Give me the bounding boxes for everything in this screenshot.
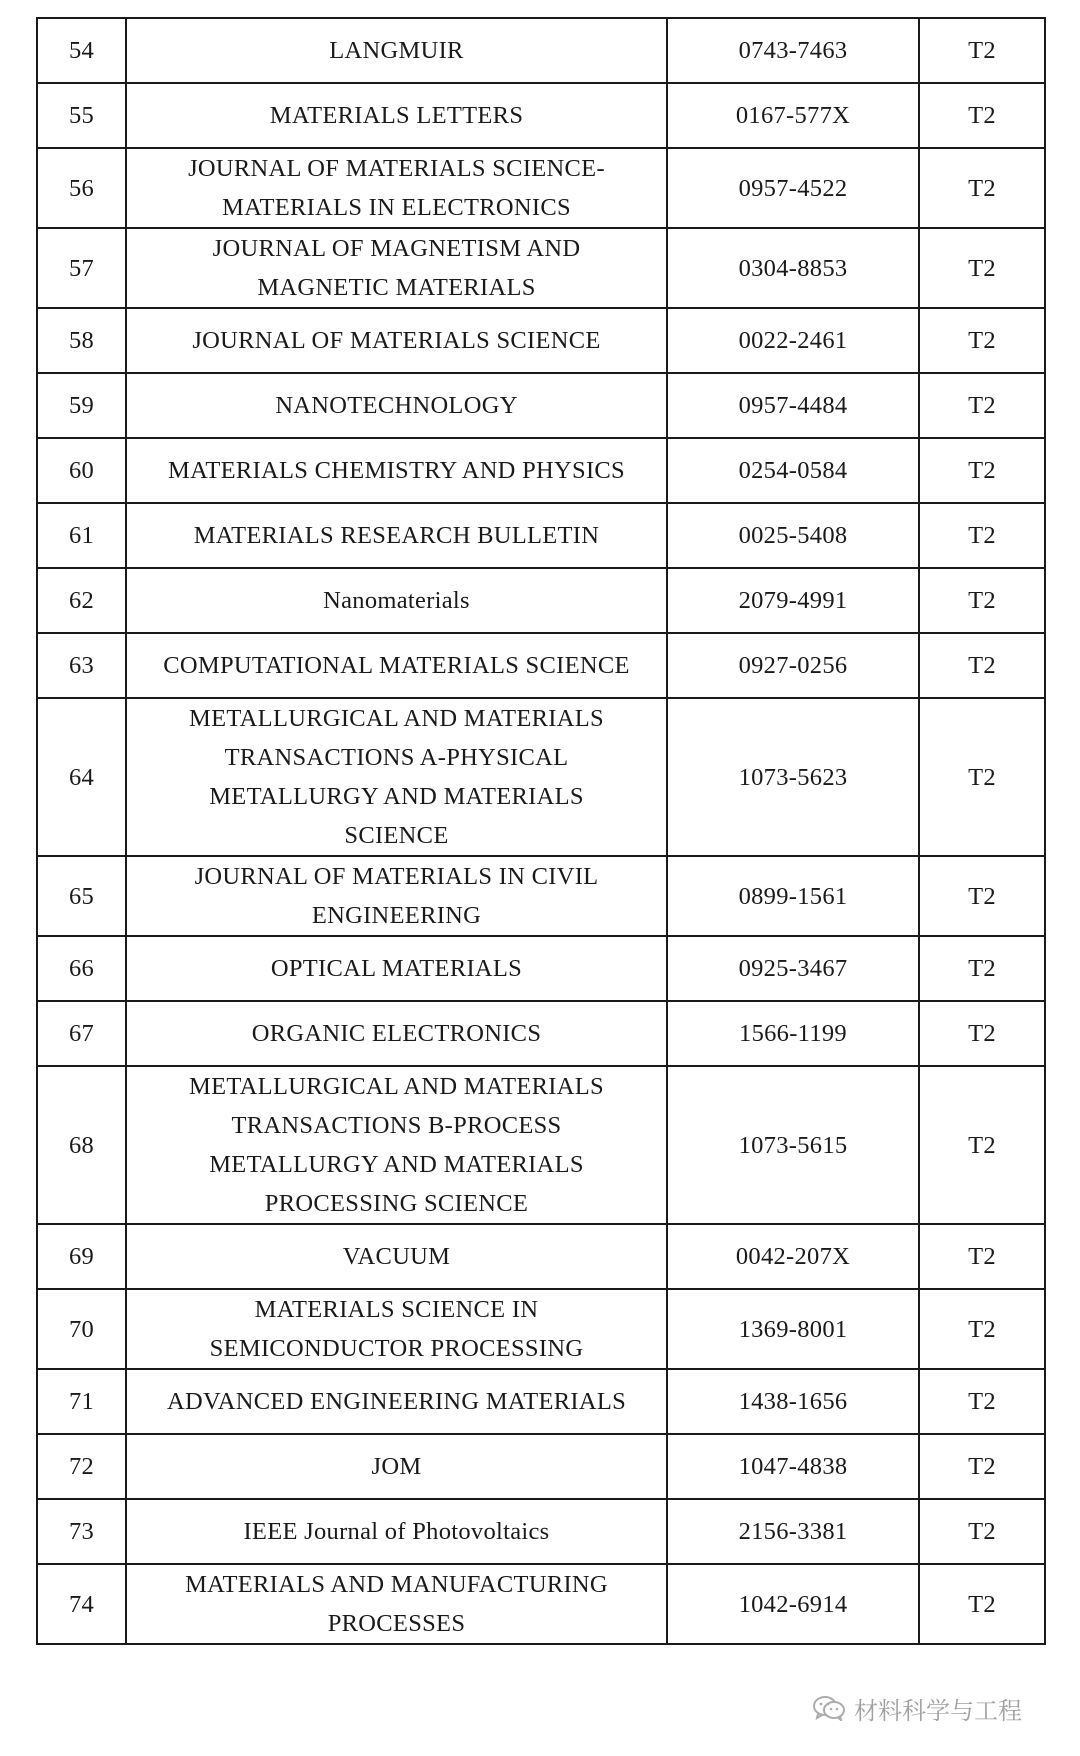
table-row: [37, 148, 1045, 228]
wechat-icon: [812, 1695, 846, 1721]
table-row: [37, 1001, 1045, 1066]
journal-name-cell: [126, 1369, 667, 1434]
journal-name-cell: [126, 148, 667, 228]
watermark-text: 材料科学与工程: [854, 1696, 1022, 1725]
row-number-cell: 64: [37, 698, 126, 856]
journal-name-line: PROCESSING SCIENCE: [264, 1190, 529, 1217]
issn-cell: 0025-5408: [667, 503, 919, 568]
watermark: [812, 1690, 1022, 1726]
issn-cell: 0743-7463: [667, 18, 919, 83]
row-number-cell: 56: [37, 148, 126, 228]
journal-name-cell: [126, 1224, 667, 1289]
journal-name-cell: [126, 856, 667, 936]
issn-cell: 2079-4991: [667, 568, 919, 633]
table-row: [37, 1066, 1045, 1224]
row-number-cell: 65: [37, 856, 126, 936]
rank-cell: T2: [919, 373, 1045, 438]
rank-cell: T2: [919, 83, 1045, 148]
issn-cell: 0167-577X: [667, 83, 919, 148]
row-number-cell: 70: [37, 1289, 126, 1369]
journal-name-line: ORGANIC ELECTRONICS: [251, 1020, 542, 1047]
journal-name-line: PROCESSES: [327, 1610, 466, 1637]
issn-cell: 1042-6914: [667, 1564, 919, 1644]
journal-name-line: MATERIALS AND MANUFACTURING: [185, 1571, 608, 1598]
rank-cell: T2: [919, 1224, 1045, 1289]
journal-name-line: METALLURGICAL AND MATERIALS: [189, 705, 604, 732]
rank-cell: T2: [919, 148, 1045, 228]
journal-name-cell: [126, 503, 667, 568]
journal-table: [36, 17, 1046, 1645]
table-row: [37, 1224, 1045, 1289]
journal-name-line: METALLURGY AND MATERIALS: [209, 1151, 584, 1178]
journal-name-line: TRANSACTIONS B-PROCESS: [231, 1112, 562, 1139]
table-row: [37, 1564, 1045, 1644]
journal-name-cell: [126, 1001, 667, 1066]
journal-name-cell: [126, 698, 667, 856]
issn-cell: 1073-5623: [667, 698, 919, 856]
table-row: [37, 1369, 1045, 1434]
journal-name-line: METALLURGICAL AND MATERIALS: [189, 1073, 604, 1100]
table-row: [37, 373, 1045, 438]
issn-cell: 0254-0584: [667, 438, 919, 503]
journal-name-cell: [126, 228, 667, 308]
rank-cell: T2: [919, 308, 1045, 373]
journal-name-line: LANGMUIR: [329, 37, 464, 64]
table-row: [37, 633, 1045, 698]
journal-name-line: JOURNAL OF MAGNETISM AND: [212, 235, 581, 262]
issn-cell: 0925-3467: [667, 936, 919, 1001]
table-row: [37, 698, 1045, 856]
rank-cell: T2: [919, 438, 1045, 503]
journal-name-line: TRANSACTIONS A-PHYSICAL: [224, 744, 569, 771]
row-number-cell: 74: [37, 1564, 126, 1644]
journal-name-cell: [126, 568, 667, 633]
issn-cell: 1369-8001: [667, 1289, 919, 1369]
row-number-cell: 59: [37, 373, 126, 438]
issn-cell: 0304-8853: [667, 228, 919, 308]
row-number-cell: 66: [37, 936, 126, 1001]
journal-name-line: ADVANCED ENGINEERING MATERIALS: [166, 1388, 627, 1415]
journal-name-cell: [126, 308, 667, 373]
table-row: [37, 1434, 1045, 1499]
table-row: [37, 438, 1045, 503]
journal-name-line: JOURNAL OF MATERIALS SCIENCE: [192, 327, 601, 354]
rank-cell: T2: [919, 1369, 1045, 1434]
table-row: [37, 308, 1045, 373]
journal-name-line: VACUUM: [342, 1243, 451, 1270]
journal-name-line: METALLURGY AND MATERIALS: [209, 783, 584, 810]
journal-name-line: MATERIALS IN ELECTRONICS: [222, 194, 571, 221]
journal-name-line: JOM: [371, 1453, 422, 1480]
journal-name-cell: [126, 1066, 667, 1224]
issn-cell: 0927-0256: [667, 633, 919, 698]
rank-cell: T2: [919, 1499, 1045, 1564]
table-row: [37, 18, 1045, 83]
rank-cell: T2: [919, 856, 1045, 936]
journal-name-line: SCIENCE: [344, 822, 449, 849]
journal-name-cell: [126, 633, 667, 698]
table-row: [37, 1499, 1045, 1564]
journal-name-line: Nanomaterials: [323, 587, 470, 614]
rank-cell: T2: [919, 18, 1045, 83]
issn-cell: 1073-5615: [667, 1066, 919, 1224]
table-row: [37, 568, 1045, 633]
issn-cell: 0022-2461: [667, 308, 919, 373]
row-number-cell: 58: [37, 308, 126, 373]
rank-cell: T2: [919, 936, 1045, 1001]
journal-name-line: NANOTECHNOLOGY: [275, 392, 518, 419]
table-row: [37, 936, 1045, 1001]
rank-cell: T2: [919, 228, 1045, 308]
issn-cell: 0042-207X: [667, 1224, 919, 1289]
row-number-cell: 62: [37, 568, 126, 633]
issn-cell: 0957-4522: [667, 148, 919, 228]
journal-name-line: ENGINEERING: [311, 902, 482, 929]
row-number-cell: 68: [37, 1066, 126, 1224]
issn-cell: 1047-4838: [667, 1434, 919, 1499]
journal-name-cell: [126, 1289, 667, 1369]
journal-name-line: SEMICONDUCTOR PROCESSING: [209, 1335, 584, 1362]
journal-name-line: MATERIALS SCIENCE IN: [254, 1296, 539, 1323]
journal-name-cell: [126, 936, 667, 1001]
journal-name-line: MATERIALS LETTERS: [269, 102, 524, 129]
row-number-cell: 71: [37, 1369, 126, 1434]
row-number-cell: 54: [37, 18, 126, 83]
journal-name-line: OPTICAL MATERIALS: [270, 955, 523, 982]
journal-name-line: JOURNAL OF MATERIALS IN CIVIL: [194, 863, 599, 890]
journal-name-cell: [126, 373, 667, 438]
table-row: [37, 856, 1045, 936]
journal-name-line: MATERIALS CHEMISTRY AND PHYSICS: [168, 457, 625, 484]
table-row: [37, 83, 1045, 148]
issn-cell: 0957-4484: [667, 373, 919, 438]
journal-name-line: JOURNAL OF MATERIALS SCIENCE-: [188, 155, 605, 182]
row-number-cell: 60: [37, 438, 126, 503]
journal-name-cell: [126, 438, 667, 503]
journal-name-cell: [126, 1499, 667, 1564]
journal-name-cell: [126, 1434, 667, 1499]
rank-cell: T2: [919, 1434, 1045, 1499]
row-number-cell: 61: [37, 503, 126, 568]
row-number-cell: 63: [37, 633, 126, 698]
journal-name-line: COMPUTATIONAL MATERIALS SCIENCE: [163, 652, 630, 679]
journal-name-line: MATERIALS RESEARCH BULLETIN: [193, 522, 600, 549]
row-number-cell: 69: [37, 1224, 126, 1289]
row-number-cell: 67: [37, 1001, 126, 1066]
journal-name-cell: [126, 1564, 667, 1644]
row-number-cell: 55: [37, 83, 126, 148]
issn-cell: 1566-1199: [667, 1001, 919, 1066]
journal-name-line: MAGNETIC MATERIALS: [257, 274, 536, 301]
rank-cell: T2: [919, 1066, 1045, 1224]
issn-cell: 0899-1561: [667, 856, 919, 936]
rank-cell: T2: [919, 1001, 1045, 1066]
table-row: [37, 228, 1045, 308]
table-row: [37, 1289, 1045, 1369]
row-number-cell: 72: [37, 1434, 126, 1499]
rank-cell: T2: [919, 633, 1045, 698]
issn-cell: 2156-3381: [667, 1499, 919, 1564]
rank-cell: T2: [919, 1564, 1045, 1644]
journal-table-body: [37, 18, 1045, 1644]
journal-name-cell: [126, 83, 667, 148]
rank-cell: T2: [919, 568, 1045, 633]
row-number-cell: 57: [37, 228, 126, 308]
rank-cell: T2: [919, 698, 1045, 856]
rank-cell: T2: [919, 1289, 1045, 1369]
issn-cell: 1438-1656: [667, 1369, 919, 1434]
table-row: [37, 503, 1045, 568]
rank-cell: T2: [919, 503, 1045, 568]
row-number-cell: 73: [37, 1499, 126, 1564]
journal-name-line: IEEE Journal of Photovoltaics: [243, 1518, 550, 1545]
journal-name-cell: [126, 18, 667, 83]
